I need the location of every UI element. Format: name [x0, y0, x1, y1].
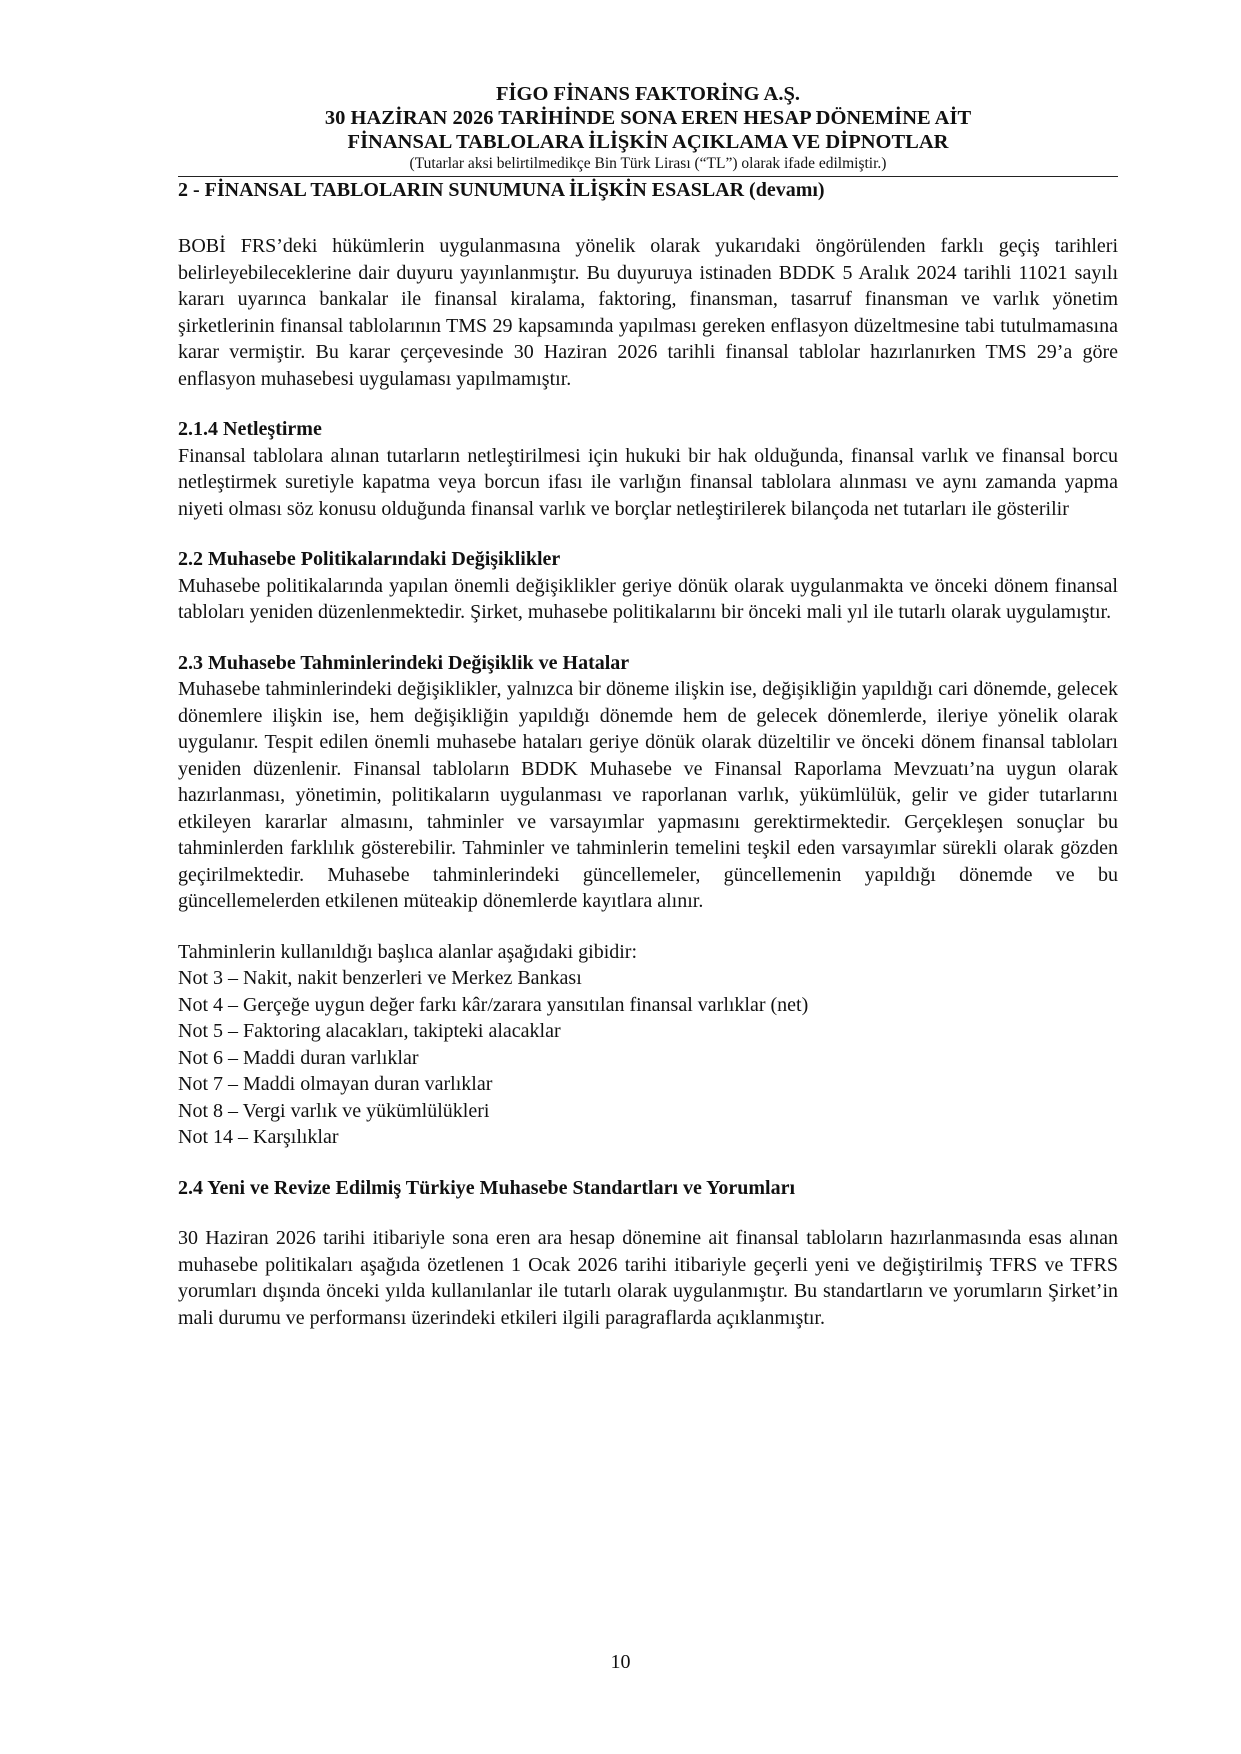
estimates-intro: Tahminlerin kullanıldığı başlıca alanlar aşağıdaki gibidir:	[178, 940, 638, 963]
list-item: Not 8 – Vergi varlık ve yükümlülükleri	[178, 1099, 490, 1122]
report-title: FİNANSAL TABLOLARA İLİŞKİN AÇIKLAMA VE DİPNOTLAR	[347, 131, 949, 153]
list-item: Not 14 – Karşılıklar	[178, 1126, 339, 1148]
company-name: FİGO FİNANS FAKTORİNG A.Ş.	[496, 83, 800, 105]
section-policy-changes	[178, 546, 1118, 626]
section-netting	[178, 416, 1118, 522]
list-item: Not 6 – Maddi duran varlıklar	[178, 1046, 419, 1069]
section-heading: 2.4 Yeni ve Revize Edilmiş Türkiye Muhasebe Standartları ve Yorumları	[178, 1176, 796, 1199]
currency-note: (Tutarlar aksi belirtilmedikçe Bin Türk Lirası (“TL”) olarak ifade edilmiştir.)	[409, 155, 887, 172]
estimates-list	[178, 965, 1118, 1151]
period-title: 30 HAZİRAN 2026 TARİHİNDE SONA EREN HESAP DÖNEMİNE AİT	[324, 107, 972, 129]
section-new-standards	[178, 1175, 1118, 1332]
section-title: 2 - FİNANSAL TABLOLARIN SUNUMUNA İLİŞKİN ESASLAR (devamı)	[178, 176, 1118, 202]
document-page	[178, 82, 1118, 1331]
section-heading: 2.3 Muhasebe Tahminlerindeki Değişiklik ve Hatalar	[178, 651, 630, 674]
section-body: Finansal tablolara alınan tutarların netleştirilmesi için hukuki bir hak olduğunda, finansal varlık ve finansal borcu netleştirmek suretiyle kapatma veya borcun ifası ile varlığın finansal tablolara alınması ve aynı zamanda yapma niyeti olması söz konusu olduğunda finansal varlık ve borçlar netleştirilerek bilançoda net tutarları ile gösterilir	[178, 444, 1118, 520]
estimates-areas	[178, 939, 1118, 1151]
list-item: Not 5 – Faktoring alacakları, takipteki alacaklar	[178, 1020, 561, 1042]
list-item: Not 4 – Gerçeğe uygun değer farkı kâr/zarara yansıtılan finansal varlıklar (net)	[178, 993, 809, 1016]
page-number: 10	[610, 1651, 631, 1673]
section-body: Muhasebe politikalarında yapılan önemli değişiklikler geriye dönük olarak uygulanmakta ve önceki dönem finansal tabloları yeniden düzenlenmektedir. Şirket, muhasebe politikalarını bir önceki mali yıl ile tutarlı olarak uygulamıştır.	[178, 574, 1118, 623]
document-header	[178, 82, 1118, 173]
section-body: Muhasebe tahminlerindeki değişiklikler, yalnızca bir döneme ilişkin ise, değişikliğin yapıldığı cari dönemde, gelecek dönemlere ilişkin ise, hem değişikliğin yapıldığı dönemde hem de gelecek dönemlerde, ileriye yönelik olarak uygulanır. Tespit edilen önemli muhasebe hataları geriye dönük olarak düzeltilir ve önceki dönem finansal tabloları yeniden düzenlenir. Finansal tabloların BDDK Muhasebe ve Finansal Raporlama Mevzuatı’na uygun olarak hazırlanması, yönetimin, politikaların uygulanması ve raporlanan varlık, yükümlülük, gelir ve gider tutarlarını etkileyen kararlar almasını, tahminler ve varsayımlar yapmasını gerektirmektedir. Gerçekleşen sonuçlar bu tahminlerden farklılık gösterebilir. Tahminler ve tahminlerin temelini teşkil eden varsayımlar sürekli olarak gözden geçirilmektedir. Muhasebe tahminlerindeki güncellemeler, güncellemenin yapıldığı dönemde ve bu güncellemelerden etkilenen müteakip dönemlerde kayıtlara alınır.	[178, 678, 1118, 912]
section-body: 30 Haziran 2026 tarihi itibariyle sona eren ara hesap dönemine ait finansal tabloların hazırlanmasında esas alınan muhasebe politikaları aşağıda özetlenen 1 Ocak 2026 tarihi itibariyle geçerli yeni ve değiştirilmiş TFRS ve TFRS yorumları dışında önceki yılda kullanılanlar ile tutarlı olarak uygulanmıştır. Bu standartların ve yorumların Şirket’in mali durumu ve performansı üzerindeki etkileri ilgili paragraflarda açıklanmıştır.	[178, 1227, 1118, 1329]
section-heading: 2.1.4 Netleştirme	[178, 418, 322, 440]
intro-paragraph: BOBİ FRS’deki hükümlerin uygulanmasına yönelik olarak yukarıdaki öngörülenden farklı geçiş tarihleri belirleyebileceklerine dair duyuru yayınlanmıştır. Bu duyuruya istinaden BDDK 5 Aralık 2024 tarihli 11021 sayılı kararı uyarınca bankalar ile finansal kiralama, faktoring, finansman, tasarruf finansman ve varlık yönetim şirketlerinin finansal tablolarının TMS 29 kapsamında yapılması gereken enflasyon düzeltmesine tabi tutulmamasına karar vermiştir. Bu karar çerçevesinde 30 Haziran 2026 tarihli finansal tablolar hazırlanırken TMS 29’a göre enflasyon muhasebesi uygulaması yapılmamıştır.	[178, 235, 1118, 390]
list-item: Not 3 – Nakit, nakit benzerleri ve Merkez Bankası	[178, 967, 582, 989]
section-heading: 2.2 Muhasebe Politikalarındaki Değişiklikler	[178, 548, 561, 570]
list-item: Not 7 – Maddi olmayan duran varlıklar	[178, 1073, 493, 1095]
section-estimate-changes	[178, 650, 1118, 915]
